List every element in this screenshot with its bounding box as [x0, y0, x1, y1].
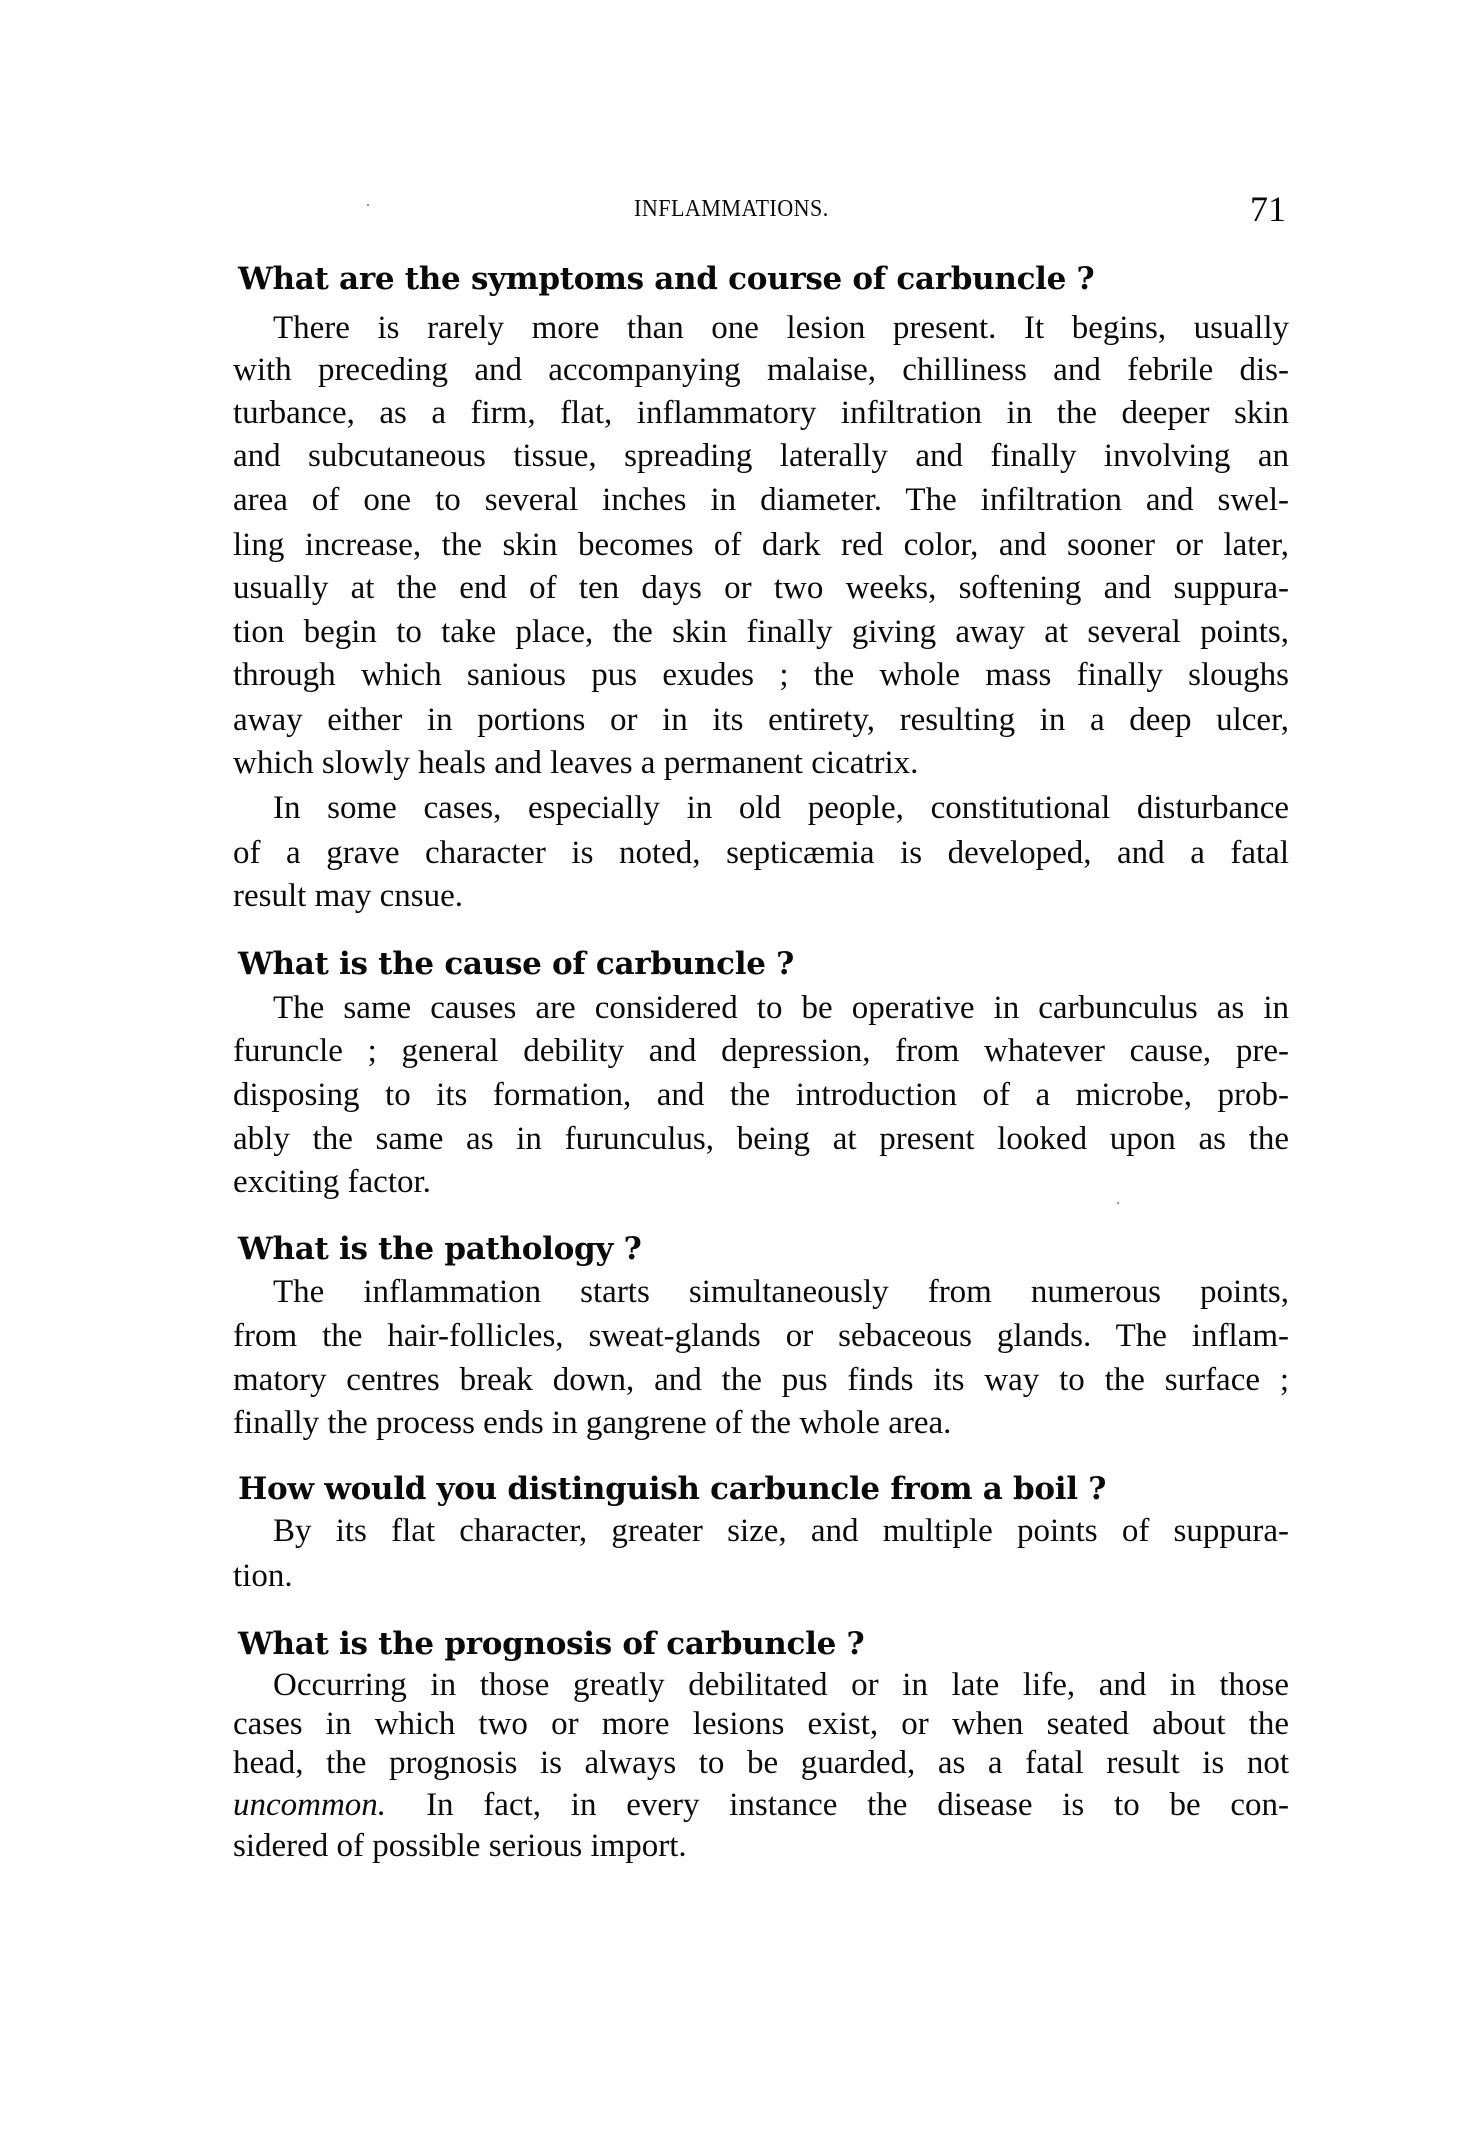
- question-heading-prognosis: What is the prognosis of carbuncle ?: [238, 1626, 865, 1662]
- paragraph-line: and subcutaneous tissue, spreading laterally and finally involving an: [233, 438, 1289, 474]
- paragraph-line: cases in which two or more lesions exist, or when seated about the: [233, 1706, 1289, 1742]
- paragraph-line: ably the same as in furunculus, being at present looked upon as the: [233, 1121, 1289, 1157]
- paragraph-line: The same causes are considered to be operative in carbunculus as in: [273, 990, 1289, 1026]
- paragraph-line: sidered of possible serious import.: [233, 1828, 687, 1864]
- paragraph-line: away either in portions or in its entirety, resulting in a deep ulcer,: [233, 702, 1289, 738]
- paragraph-line: from the hair-follicles, sweat-glands or sebaceous glands. The inflam-: [233, 1318, 1289, 1354]
- scan-speck: [367, 204, 369, 206]
- paragraph-line: area of one to several inches in diameter. The infiltration and swel-: [233, 482, 1289, 518]
- italic-word: uncommon.: [233, 1787, 387, 1823]
- question-heading-distinguish: How would you distinguish carbuncle from a boil ?: [238, 1471, 1107, 1507]
- paragraph-line: ling increase, the skin becomes of dark red color, and sooner or later,: [233, 527, 1289, 563]
- paragraph-line: result may cnsue.: [233, 878, 464, 914]
- paragraph-line: which slowly heals and leaves a permanent cicatrix.: [233, 745, 919, 781]
- paragraph-line: matory centres break down, and the pus finds its way to the surface ;: [233, 1362, 1289, 1398]
- question-heading-cause: What is the cause of carbuncle ?: [238, 946, 794, 982]
- paragraph-line: finally the process ends in gangrene of the whole area.: [233, 1405, 952, 1441]
- scan-speck: [1117, 1202, 1119, 1204]
- paragraph-line: tion begin to take place, the skin finally giving away at several points,: [233, 614, 1289, 650]
- line-remainder: In fact, in every instance the disease is to be con-: [426, 1787, 1289, 1823]
- paragraph-line: with preceding and accompanying malaise, chilliness and febrile dis-: [233, 352, 1289, 388]
- paragraph-line: [233, 1785, 1289, 1825]
- paragraph-line: By its flat character, greater size, and multiple points of suppura-: [273, 1513, 1289, 1549]
- paragraph-line: usually at the end of ten days or two weeks, softening and suppura-: [233, 570, 1289, 606]
- page-number: 71: [1250, 189, 1286, 229]
- paragraph-line: disposing to its formation, and the introduction of a microbe, prob-: [233, 1077, 1289, 1113]
- paragraph-line: tion.: [233, 1558, 293, 1594]
- paragraph-line: head, the prognosis is always to be guarded, as a fatal result is not: [233, 1745, 1289, 1781]
- question-heading-pathology: What is the pathology ?: [238, 1231, 642, 1267]
- question-heading-symptoms: What are the symptoms and course of carbuncle ?: [238, 261, 1095, 297]
- paragraph-line: The inflammation starts simultaneously from numerous points,: [273, 1274, 1289, 1310]
- paragraph-line: There is rarely more than one lesion present. It begins, usually: [273, 310, 1289, 346]
- paragraph-line: through which sanious pus exudes ; the whole mass finally sloughs: [233, 657, 1289, 693]
- paragraph-line: turbance, as a firm, flat, inflammatory infiltration in the deeper skin: [233, 395, 1289, 431]
- paragraph-line: of a grave character is noted, septicæmia is developed, and a fatal: [233, 835, 1289, 871]
- paragraph-line: exciting factor.: [233, 1164, 431, 1200]
- paragraph-line: In some cases, especially in old people, constitutional disturbance: [273, 790, 1289, 826]
- paragraph-line: Occurring in those greatly debilitated or in late life, and in those: [273, 1667, 1289, 1703]
- running-head: INFLAMMATIONS.: [634, 196, 829, 222]
- paragraph-line: furuncle ; general debility and depression, from whatever cause, pre-: [233, 1033, 1289, 1069]
